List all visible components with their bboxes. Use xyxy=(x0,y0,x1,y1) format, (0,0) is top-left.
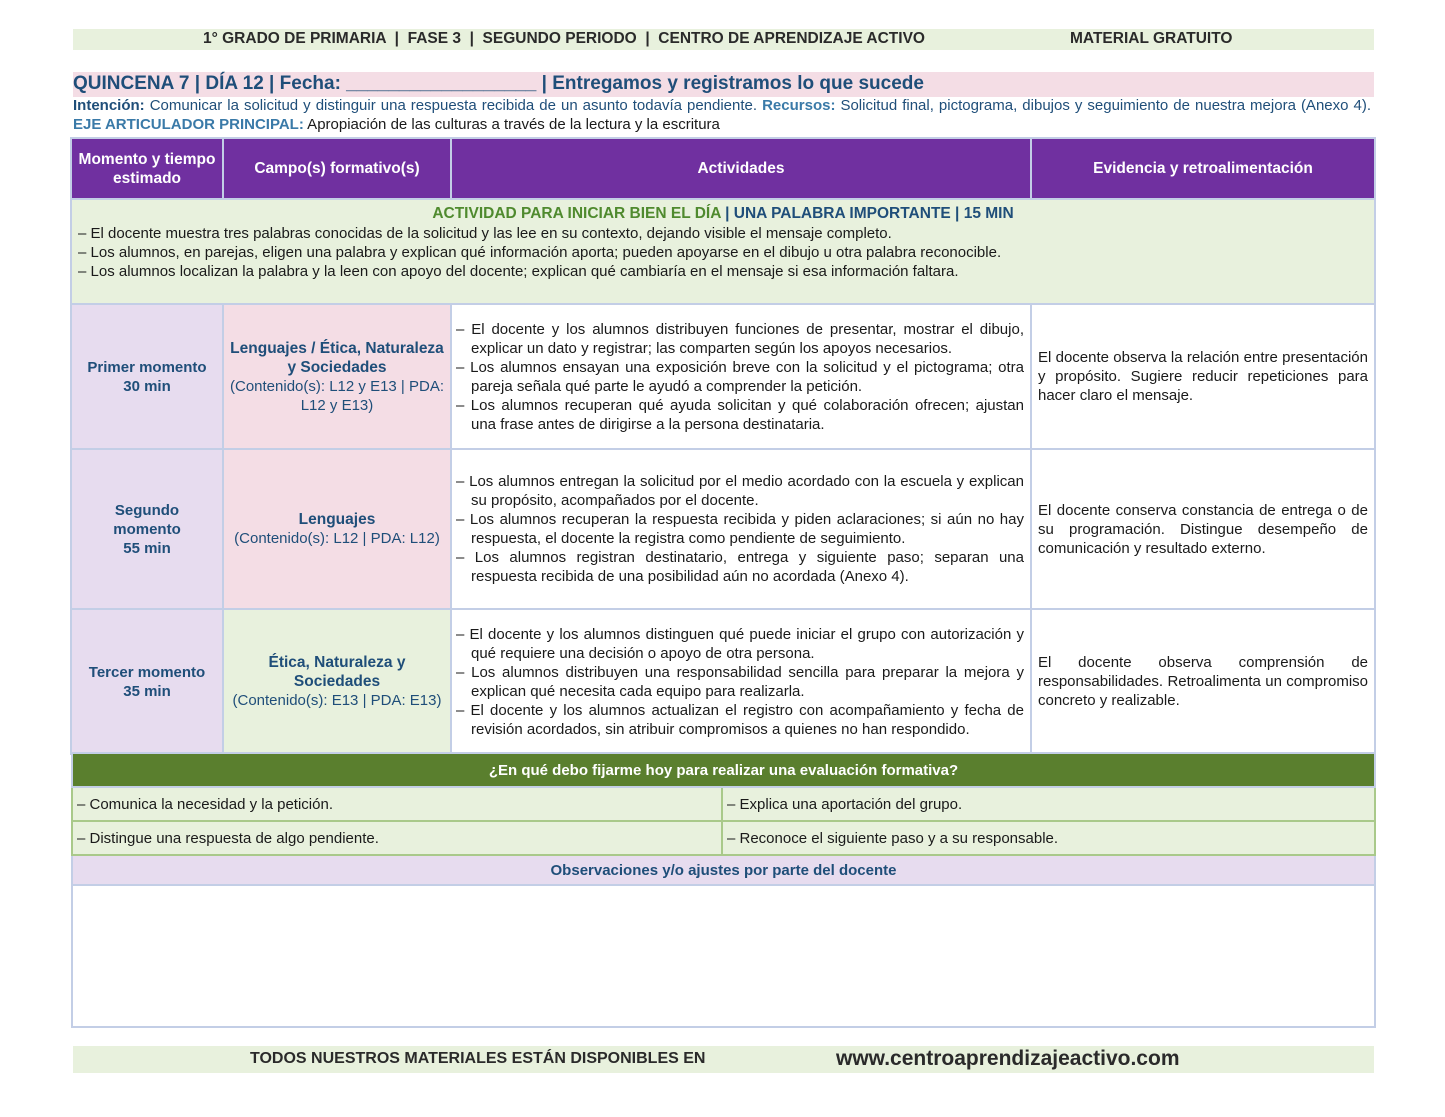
evaluation-title: ¿En qué debo fijarme hoy para realizar una evaluación formativa? xyxy=(72,753,1375,787)
campo-cell xyxy=(223,304,451,449)
evaluation-item: – Distingue una respuesta de algo pendiente. xyxy=(72,821,722,855)
activity-item: – Los alumnos recuperan qué ayuda solicitan y qué colaboración ofrecen; ajustan una frase antes de dirigirse a la persona destinataria. xyxy=(456,396,1024,433)
campo-sub: (Contenido(s): L12 | PDA: L12) xyxy=(234,530,440,547)
resources-text: Solicitud final, pictograma, dibujos y seguimiento de nuestra mejora (Anexo 4). xyxy=(835,97,1371,114)
intent-label: Intención: xyxy=(73,97,145,114)
campo-title: Lenguajes / Ética, Naturaleza y Sociedades xyxy=(230,339,444,376)
campo-cell xyxy=(223,609,451,754)
footer-text: TODOS NUESTROS MATERIALES ESTÁN DISPONIBLES EN xyxy=(250,1050,706,1067)
activity-item: – El docente y los alumnos distribuyen funciones de presentar, mostrar el dibujo, explicar un dato y registrar; las comparten según los apoyos necesarios. xyxy=(456,320,1024,357)
moment-name: Primer momento xyxy=(87,358,207,376)
moment-name: Tercer momento xyxy=(88,663,206,681)
greeting-item: – Los alumnos, en parejas, eligen una palabra y explican qué información aporta; pueden apoyarse en el dibujo u otra palabra reconocible. xyxy=(78,244,1002,261)
page-title: QUINCENA 7 | DÍA 12 | Fecha: __________________ | Entregamos y registramos lo que sucede xyxy=(73,73,924,94)
activity-item: – Los alumnos distribuyen una responsabilidad sencilla para preparar la mejora y explican qué necesita cada equipo para realizarla. xyxy=(456,663,1024,700)
greeting-title xyxy=(78,204,1368,223)
axis-text: Apropiación de las culturas a través de la lectura y la escritura xyxy=(303,116,720,133)
activities-cell xyxy=(451,304,1031,449)
greeting-row xyxy=(71,199,1375,304)
moment-name: Segundo momento xyxy=(113,501,181,538)
activity-item: – Los alumnos ensayan una exposición breve con la solicitud y el pictograma; otra pareja señala qué parte le ayudó a comprender la petición. xyxy=(456,358,1024,395)
greeting-cell xyxy=(71,199,1375,304)
observations-area[interactable] xyxy=(72,885,1375,1027)
intent-paragraph xyxy=(73,96,1371,134)
table-row xyxy=(71,304,1375,449)
table-row xyxy=(71,609,1375,754)
intent-text: Comunicar la solicitud y distinguir una respuesta recibida de un asunto todavía pendiente. xyxy=(144,97,763,114)
evaluation-item: – Comunica la necesidad y la petición. xyxy=(72,787,722,821)
footer-url[interactable]: www.centroaprendizajeactivo.com xyxy=(836,1047,1180,1070)
moment-time: 30 min xyxy=(123,377,171,395)
header-left-text: 1° GRADO DE PRIMARIA | FASE 3 | SEGUNDO PERIODO | CENTRO DE APRENDIZAJE ACTIVO xyxy=(203,30,925,47)
title-bar xyxy=(73,72,1374,97)
moment-time: 35 min xyxy=(123,682,171,700)
greeting-item: – Los alumnos localizan la palabra y la leen con apoyo del docente; explican qué cambiaría en el mensaje si esa información faltara. xyxy=(78,263,959,280)
footer-bar xyxy=(73,1046,1374,1073)
greeting-title-part2: | UNA PALABRA IMPORTANTE | 15 MIN xyxy=(720,205,1014,222)
header-momento: Momento y tiempo estimado xyxy=(71,138,223,199)
campo-cell xyxy=(223,449,451,609)
header-evidencia: Evidencia y retroalimentación xyxy=(1031,138,1375,199)
resources-label: Recursos: xyxy=(762,97,836,114)
header-campo: Campo(s) formativo(s) xyxy=(223,138,451,199)
campo-title: Lenguajes xyxy=(298,511,376,528)
moment-time: 55 min xyxy=(123,539,171,557)
plan-table xyxy=(70,137,1376,755)
activities-cell xyxy=(451,449,1031,609)
greeting-title-part1: ACTIVIDAD PARA INICIAR BIEN EL DÍA xyxy=(432,205,721,222)
evidence-cell: El docente observa comprensión de responsabilidades. Retroalimenta un compromiso concreto y realizable. xyxy=(1031,609,1375,754)
moment-cell xyxy=(71,449,223,609)
activity-item: – Los alumnos recuperan la respuesta recibida y piden aclaraciones; si aún no hay respuesta, el docente la registra como pendiente de seguimiento. xyxy=(456,511,1024,547)
header-actividades: Actividades xyxy=(451,138,1031,199)
campo-title: Ética, Naturaleza y Sociedades xyxy=(268,654,406,690)
evaluation-item: – Explica una aportación del grupo. xyxy=(722,787,1375,821)
table-header-row xyxy=(71,138,1375,199)
activities-cell xyxy=(451,609,1031,754)
campo-sub: (Contenido(s): L12 y E13 | PDA: L12 y E13) xyxy=(230,377,444,414)
header-right-text: MATERIAL GRATUITO xyxy=(1070,30,1233,47)
greeting-item: – El docente muestra tres palabras conocidas de la solicitud y las lee en su contexto, dejando visible el mensaje completo. xyxy=(78,225,892,242)
moment-cell xyxy=(71,304,223,449)
activity-item: – El docente y los alumnos distinguen qué puede iniciar el grupo con autorización y qué requiere una decisión o apoyo de otra persona. xyxy=(456,625,1024,662)
observations-title: Observaciones y/o ajustes por parte del docente xyxy=(72,855,1375,885)
evaluation-item: – Reconoce el siguiente paso y a su responsable. xyxy=(722,821,1375,855)
header-bar xyxy=(73,29,1374,50)
evidence-cell: El docente conserva constancia de entrega o de su programación. Distingue desempeño de comunicación y resultado externo. xyxy=(1031,449,1375,609)
activity-item: – Los alumnos entregan la solicitud por el medio acordado con la escuela y explican su propósito, acompañados por el docente. xyxy=(456,473,1024,509)
activity-item: – El docente y los alumnos actualizan el registro con acompañamiento y fecha de revisión acordados, sin atribuir compromisos a quienes no han respondido. xyxy=(456,701,1024,738)
moment-cell xyxy=(71,609,223,754)
evaluation-table xyxy=(71,752,1376,1028)
evidence-cell: El docente observa la relación entre presentación y propósito. Sugiere reducir repeticiones para hacer claro el mensaje. xyxy=(1031,304,1375,449)
activity-item: – Los alumnos registran destinatario, entrega y siguiente paso; separan una respuesta recibida de una posibilidad aún no acordada (Anexo 4). xyxy=(456,549,1024,585)
campo-sub: (Contenido(s): E13 | PDA: E13) xyxy=(232,692,442,709)
axis-label: EJE ARTICULADOR PRINCIPAL: xyxy=(73,116,304,133)
table-row xyxy=(71,449,1375,609)
